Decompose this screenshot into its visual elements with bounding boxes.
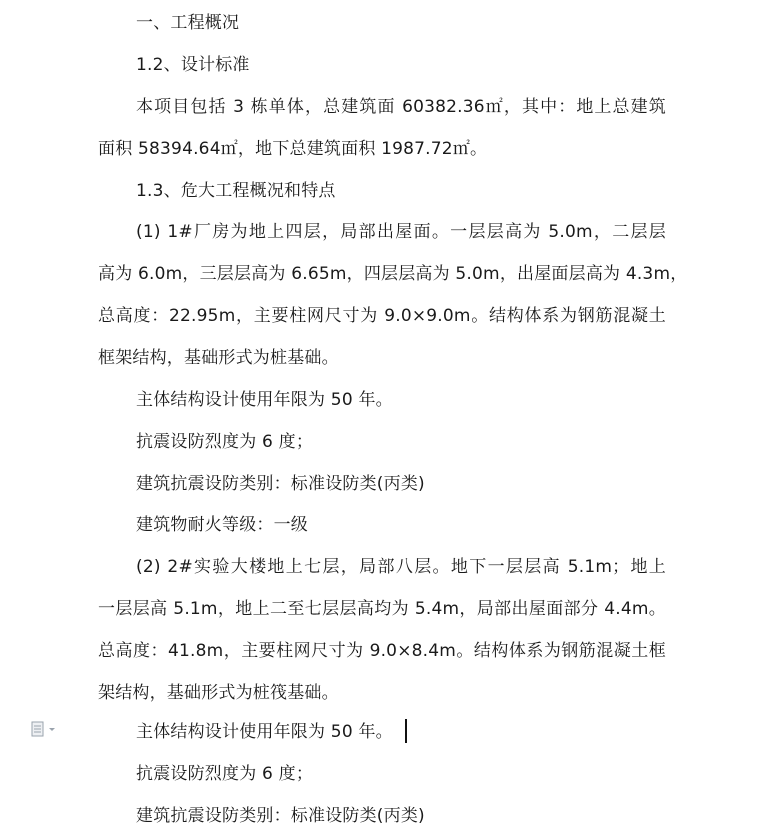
building-2-seismic-category: 建筑抗震设防类别：标准设防类(丙类): [136, 806, 425, 826]
building-1-seismic-category: 建筑抗震设防类别：标准设防类(丙类): [136, 474, 425, 494]
design-paragraph-line-1: 本项目包括 3 栋单体，总建筑面 60382.36㎡，其中：地上总建筑: [136, 97, 666, 117]
building-2-line-3: 总高度：41.8m，主要柱网尺寸为 9.0×8.4m。结构体系为钢筋混凝土框: [98, 641, 666, 661]
building-2-line-1: (2) 2#实验大楼地上七层，局部八层。地下一层层高 5.1m；地上: [136, 557, 666, 577]
building-1-line-4: 框架结构，基础形式为桩基础。: [98, 348, 339, 368]
design-paragraph-line-2: 面积 58394.64㎡，地下总建筑面积 1987.72㎡。: [98, 139, 488, 159]
building-1-line-2: 高为 6.0m，三层层高为 6.65m，四层层高为 5.0m，出屋面层高为 4.3m，: [98, 264, 688, 284]
heading-hazard-overview: 1.3、危大工程概况和特点: [136, 181, 336, 201]
building-2-seismic-intensity: 抗震设防烈度为 6 度；: [136, 764, 314, 784]
building-2-line-2: 一层层高 5.1m，地上二至七层层高均为 5.4m，局部出屋面部分 4.4m。: [98, 599, 666, 619]
heading-design-standard: 1.2、设计标准: [136, 55, 250, 75]
building-1-line-3: 总高度：22.95m，主要柱网尺寸为 9.0×9.0m。结构体系为钢筋混凝土: [98, 306, 666, 326]
building-1-fire-rating: 建筑物耐火等级：一级: [136, 515, 308, 535]
building-1-service-life: 主体结构设计使用年限为 50 年。: [136, 390, 393, 410]
building-2-line-4: 架结构，基础形式为桩筏基础。: [98, 683, 339, 703]
building-1-seismic-intensity: 抗震设防烈度为 6 度；: [136, 432, 314, 452]
heading-project-overview: 一、工程概况: [136, 13, 240, 33]
building-2-service-life: 主体结构设计使用年限为 50 年。: [136, 722, 393, 742]
text-cursor: [405, 719, 407, 743]
paragraph-options-icon[interactable]: [31, 721, 57, 737]
building-1-line-1: (1) 1#厂房为地上四层，局部出屋面。一层层高为 5.0m，二层层: [136, 222, 666, 242]
